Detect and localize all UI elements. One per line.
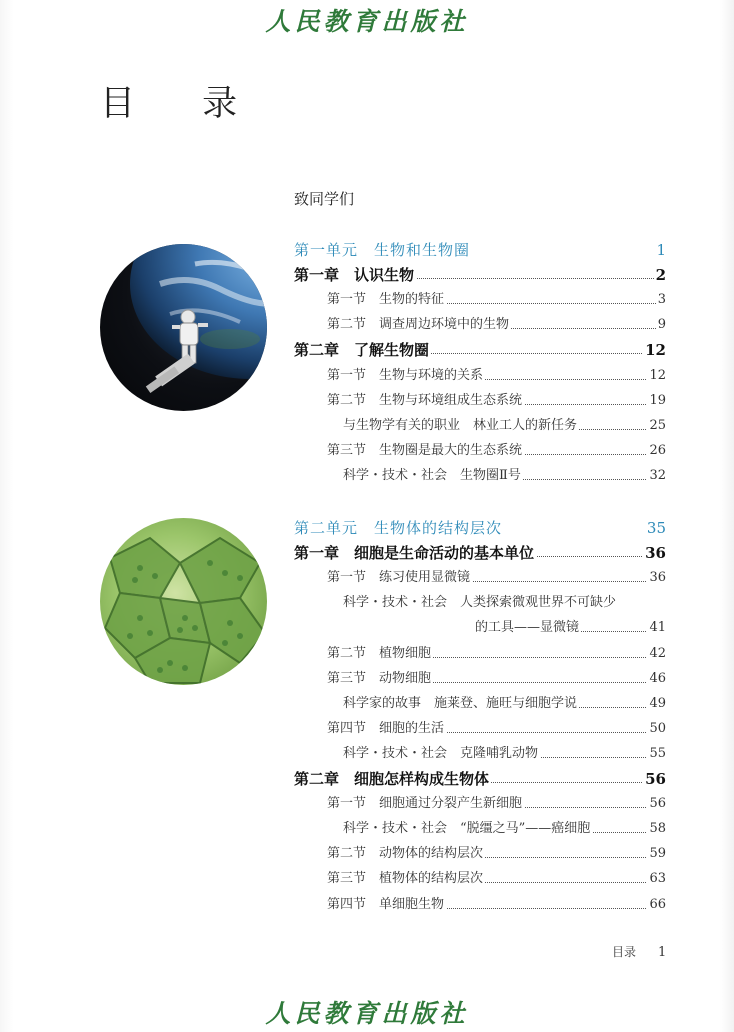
entry-label: 第一节 细胞通过分裂产生新细胞 [327, 794, 524, 814]
toc-section-entry[interactable] [327, 869, 666, 889]
entry-label: 科学・技术・社会 生物圈Ⅱ号 [343, 466, 523, 486]
entry-page-number: 41 [647, 618, 666, 638]
entry-page-number: 25 [647, 416, 666, 436]
toc-section-entry[interactable] [327, 844, 666, 864]
entry-label: 第二单元 生物体的结构层次 [294, 519, 503, 537]
entry-page-number: 59 [647, 844, 666, 864]
toc-section-entry[interactable] [327, 644, 666, 664]
toc-feature-entry[interactable] [343, 593, 666, 613]
entry-label: 第一单元 生物和生物圈 [294, 241, 471, 259]
entry-label: 第二节 植物细胞 [327, 644, 433, 664]
toc-section-entry[interactable] [327, 669, 666, 689]
entry-page-number: 19 [647, 391, 666, 411]
entry-label: 第二节 动物体的结构层次 [327, 844, 485, 864]
toc-feature-entry[interactable] [343, 744, 666, 764]
entry-label: 科学・技术・社会 人类探索微观世界不可缺少 [343, 593, 618, 613]
entry-label: 第三节 生物圈是最大的生态系统 [327, 441, 524, 461]
entry-page-number: 63 [647, 869, 666, 889]
toc-chapter-entry[interactable] [294, 265, 666, 285]
plant-cells-image [100, 518, 267, 685]
entry-page-number: 12 [647, 366, 666, 386]
plant-cells-illustration [100, 518, 267, 685]
entry-label: 科学家的故事 施莱登、施旺与细胞学说 [343, 694, 579, 714]
entry-page-number: 55 [647, 744, 666, 764]
entry-page-number: 56 [647, 794, 666, 814]
toc-section-entry[interactable] [327, 895, 666, 915]
toc-section-entry[interactable] [327, 441, 666, 461]
entry-label: 第三节 动物细胞 [327, 669, 433, 689]
toc-section-entry[interactable] [327, 794, 666, 814]
page-title: 目 录 [100, 84, 266, 124]
entry-label: 第二节 调查周边环境中的生物 [327, 315, 511, 335]
toc-chapter-entry[interactable] [294, 340, 666, 360]
entry-label: 科学・技术・社会 “脱缰之马”——癌细胞 [343, 819, 592, 839]
entry-page-number: 12 [645, 341, 666, 360]
toc-feature-entry[interactable] [343, 466, 666, 486]
entry-page-number: 1 [656, 241, 666, 259]
earth-astronaut-image [100, 244, 267, 411]
toc-feature-entry[interactable] [343, 819, 666, 839]
entry-page-number: 36 [647, 568, 666, 588]
toc-feature-entry[interactable] [343, 416, 666, 436]
entry-page-number: 58 [647, 819, 666, 839]
entry-label: 第二章 细胞怎样构成生物体 [294, 770, 490, 788]
entry-label: 第一节 练习使用显微镜 [327, 568, 472, 588]
toc-section-entry[interactable] [327, 315, 666, 335]
entry-page-number: 3 [656, 290, 666, 310]
entry-label: 第二节 生物与环境组成生态系统 [327, 391, 524, 411]
entry-label: 第一章 认识生物 [294, 266, 415, 285]
toc-section-entry[interactable] [327, 290, 666, 310]
entry-label: 第二章 了解生物圈 [294, 341, 430, 360]
publisher-logo-top: 人民教育出版社 [265, 7, 469, 36]
entry-page-number: 35 [646, 519, 666, 537]
entry-label: 第一章 细胞是生命活动的基本单位 [294, 544, 535, 563]
entry-page-number: 26 [647, 441, 666, 461]
entry-page-number: 56 [645, 770, 666, 788]
page-footer [612, 943, 666, 960]
entry-page-number: 50 [647, 719, 666, 739]
toc-unit-entry[interactable] [294, 240, 666, 260]
entry-page-number: 42 [647, 644, 666, 664]
entry-label: 第一节 生物的特征 [327, 290, 446, 310]
toc-section-entry[interactable] [327, 719, 666, 739]
entry-label: 第四节 单细胞生物 [327, 895, 446, 915]
entry-page-number: 46 [647, 669, 666, 689]
entry-page-number: 66 [647, 895, 666, 915]
entry-label: 的工具——显微镜 [475, 618, 581, 638]
entry-label: 与生物学有关的职业 林业工人的新任务 [343, 416, 579, 436]
publisher-logo-bottom: 人民教育出版社 [265, 999, 469, 1028]
toc-section-entry[interactable] [327, 391, 666, 411]
toc-chapter-entry[interactable] [294, 769, 666, 789]
entry-page-number: 36 [645, 544, 666, 563]
entry-page-number: 49 [647, 694, 666, 714]
toc-section-entry[interactable] [327, 366, 666, 386]
entry-page-number: 9 [656, 315, 666, 335]
entry-label: 第四节 细胞的生活 [327, 719, 446, 739]
footer-page-number: 1 [658, 945, 667, 960]
entry-page-number: 32 [647, 466, 666, 486]
greeting-entry: 致同学们 [294, 190, 355, 208]
entry-page-number: 2 [655, 266, 666, 285]
entry-label: 第一节 生物与环境的关系 [327, 366, 485, 386]
toc-feature-entry[interactable] [343, 694, 666, 714]
entry-label: 科学・技术・社会 克隆哺乳动物 [343, 744, 540, 764]
entry-label: 第三节 植物体的结构层次 [327, 869, 485, 889]
footer-label: 目录 [612, 945, 637, 959]
toc-unit-entry[interactable] [294, 518, 666, 538]
earth-astronaut-illustration [100, 244, 267, 411]
toc-section-entry[interactable] [327, 568, 666, 588]
toc-chapter-entry[interactable] [294, 543, 666, 563]
toc-feature-entry-continued[interactable] [475, 618, 666, 638]
